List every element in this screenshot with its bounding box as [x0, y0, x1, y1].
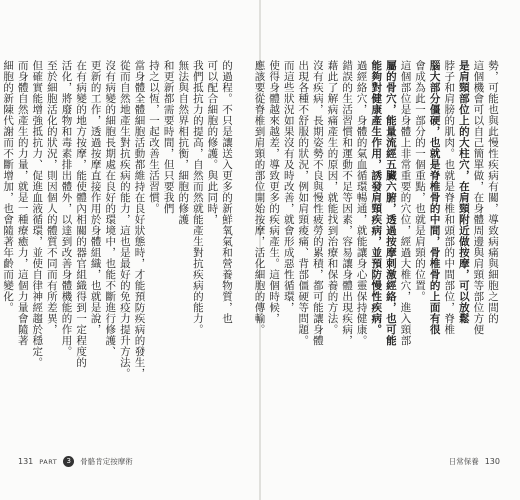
text-column: 而這些狀況如果沒有及時改善，就會形成惡性循環，	[282, 60, 295, 313]
part-number-badge: 3	[63, 456, 74, 467]
text-column: 我們抵抗力的提高，自然而然就能產生對抗疾病的能力。	[191, 60, 204, 335]
text-column: 從而自然地產生對抗疾病的能力，這也是最好的免疫力提升方法。	[118, 60, 131, 379]
part-label: PART	[39, 457, 58, 466]
right-page-text-columns	[253, 60, 500, 420]
left-running-head: 骨骼肯定按摩術	[80, 457, 133, 466]
right-page	[253, 0, 520, 500]
text-column: 當身體全體細胞活動都維持在良好狀態時，才能預防疾病的發生，	[133, 60, 146, 379]
text-column: 沒有病變的細胞長期處在良好的環境中，也能不斷進行修護、	[104, 60, 117, 357]
left-page-number: 131	[18, 457, 34, 466]
text-column: 無法與自然界相抗衡，細胞的修護	[177, 60, 190, 225]
text-column: 但確實能增強抵抗力、促進血液循環，並使自律神經趨於穩定。	[31, 60, 44, 368]
text-column: 這個部位是身體上非常重要的穴位，經過大椎穴，進入頸部	[399, 60, 412, 346]
right-running-head: 日常保養	[448, 457, 479, 466]
text-column: 而身體自然產生的力量，就是一種療癒力，這個力量會隨著	[16, 60, 29, 346]
text-column: 至於細胞活化的狀況，則因個人的體質不同而有所差異，	[45, 60, 58, 335]
text-column: 應該要從脊椎到肩頸的部位開始按摩，活化細胞的傳輸。	[253, 60, 266, 335]
left-page	[0, 0, 258, 500]
text-column: 能夠對健康產生作用，誘發肩頸疾病，並預防慢性疾病。	[370, 60, 383, 335]
left-page-footer	[18, 456, 133, 467]
right-page-number: 130	[484, 457, 500, 466]
text-column: 細胞的新陳代謝而不斷增加，也會隨著年齡而變化。	[2, 60, 15, 313]
left-page-text-columns	[2, 60, 234, 420]
text-column: 勢，可能也與此慢性疾病有關，導致病痛與細胞之間的	[487, 60, 499, 324]
text-column: 可以配合細胞的修護。與此同時，	[206, 60, 219, 225]
text-column: 的過程。不只是讓送入更多的新鮮氧氣和營養物質，也	[221, 60, 233, 324]
text-column: 在有病變的地方按摩，能使體內相關的器官組織得到一定程度的	[75, 60, 88, 368]
text-column: 更新的工作，透過按摩直接作用於身體組織，也就是說，	[89, 60, 102, 335]
text-column: 出現各種不舒服的狀況，例如肩頸痠痛、背部僵硬等問題。	[297, 60, 310, 346]
text-column: 脖子和肩膀的肌肉。也就是脊椎和頭部的中間部位，脊椎	[443, 60, 456, 335]
text-column: 沒有疾病，長期姿勢不良與慢性疲勞的累積，都可能讓身體	[311, 60, 324, 346]
text-column: 使得身體越來越差，導致更多的疾病產生。這個時候，	[268, 60, 281, 324]
text-column: 會成為此一部分的一個重點，也就是肩頸的位置。	[414, 60, 427, 302]
text-column: 屬的骨穴，能量流經五臟六腑，透過按摩刺激經絡，也可能	[384, 60, 397, 346]
text-column: 活化，將廢物和毒素排出體外，以達到改善身體機能的作用。	[60, 60, 73, 357]
text-column: 過經絡穴，身體的氣血循環暢通，就能讓身心靈保持健康。	[355, 60, 368, 346]
text-column: 腦大部分僵硬，也就是脊椎骨的中間，骨椎骨的上面有很	[428, 60, 441, 335]
text-column: 持之以恆，一起改善生活習慣。	[148, 60, 161, 214]
text-column: 錯誤的生活習慣和運動不足等因素，容易讓身體出現疾病，	[341, 60, 354, 346]
text-column: 這個機會可以自己簡單做，在身體周邊與肩頸等部位方便	[472, 60, 485, 335]
text-column: 是肩頸部位上的大柱穴，在肩頸附近做按摩，可以放鬆	[457, 60, 470, 324]
right-page-footer	[449, 456, 500, 467]
text-column: 和更新都需要時間，但只要我們	[162, 60, 175, 214]
text-column: 藉此了解病痛產生的原因，就能找到治療和保養的方法。	[326, 60, 339, 335]
